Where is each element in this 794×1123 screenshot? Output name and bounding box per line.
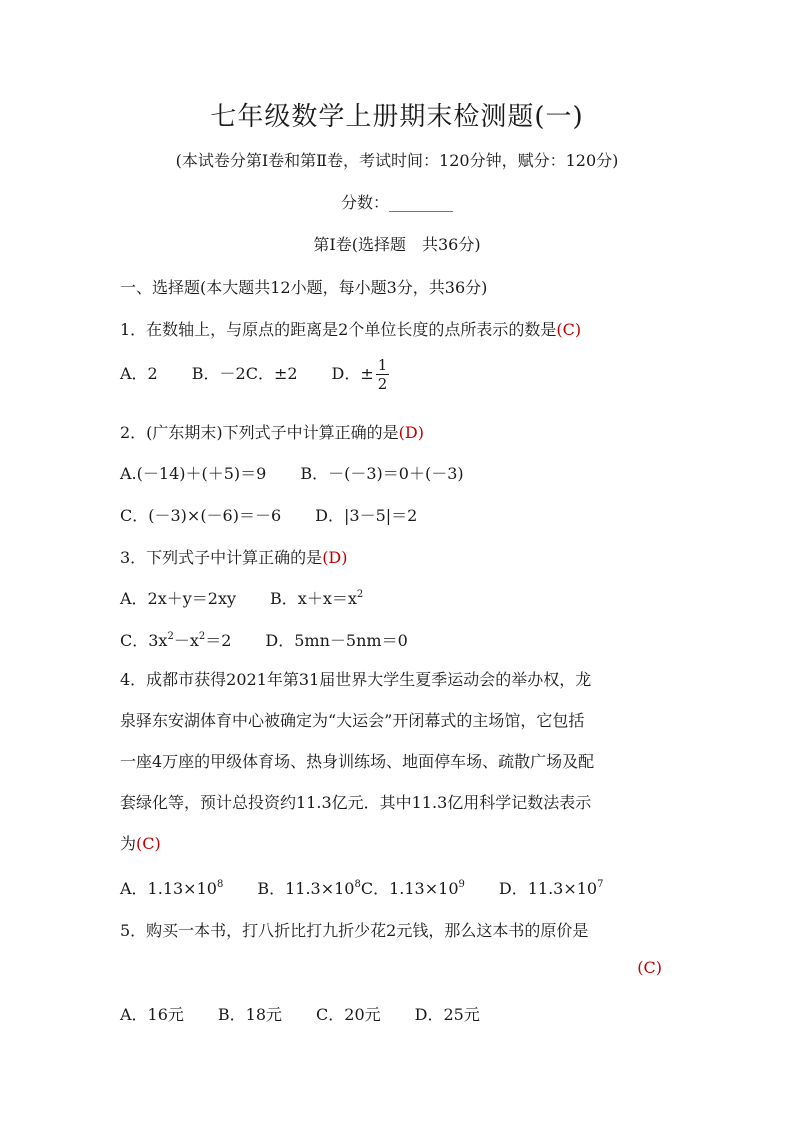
q5-option-a: A．16元 — [120, 1005, 184, 1024]
q2-option-a: A.(－14)＋(＋5)＝9 — [120, 464, 267, 483]
q4-option-b-exponent: 8 — [354, 879, 361, 890]
q5-option-d: D．25元 — [414, 1005, 480, 1024]
exam-title: 七年级数学上册期末检测题(一) — [210, 102, 584, 132]
question-2-answer: (D) — [398, 423, 424, 442]
exam-subtitle: (本试卷分第Ⅰ卷和第Ⅱ卷，考试时间：120分钟，赋分：120分) — [175, 151, 619, 170]
q2-option-d: D．|3－5|＝2 — [315, 506, 418, 525]
q2-option-c: C．(－3)×(－6)＝－6 — [120, 506, 282, 525]
q3-option-c-part1: C．3x — [120, 631, 168, 650]
q5-option-c: C．20元 — [316, 1005, 381, 1024]
question-4-options — [120, 876, 603, 899]
fraction-numerator: 1 — [377, 356, 388, 374]
q4-option-c — [361, 879, 465, 898]
question-2-options-row2 — [120, 503, 417, 526]
question-5-options — [120, 1002, 480, 1025]
q1-option-d-fraction — [376, 356, 390, 393]
q3-option-d: D．5mn－5nm＝0 — [265, 631, 408, 650]
part-title: 第Ⅰ卷(选择题 共36分) — [313, 235, 481, 254]
question-1-options — [120, 356, 389, 393]
q3-option-b-base: B．x＋x＝x — [270, 589, 357, 608]
question-4-stem — [120, 659, 676, 864]
q4-option-d-exponent: 7 — [597, 879, 604, 890]
question-5-answer: (C) — [637, 958, 662, 977]
q4-option-c-base: C．1.13×10 — [360, 879, 459, 898]
question-1-stem — [120, 317, 581, 340]
q4-option-b-base: B．11.3×10 — [257, 879, 355, 898]
question-5-stem: 5．购买一本书，打八折比打九折少花2元钱，那么这本书的原价是 — [120, 921, 589, 940]
q2-option-b: B．－(－3)＝0＋(－3) — [300, 464, 464, 483]
score-field: 分数：________ — [340, 193, 453, 212]
question-3-stem — [120, 545, 348, 568]
question-4-line: 套绿化等，预计总投资约11.3亿元．其中11.3亿用科学记数法表示 — [120, 793, 592, 812]
q1-option-b: B．－2 — [191, 364, 246, 383]
question-2-stem — [120, 420, 424, 443]
q4-option-a-exponent: 8 — [216, 879, 224, 890]
q3-option-c-part2: －x — [173, 631, 199, 650]
q4-option-a-base: A．1.13×10 — [120, 879, 217, 898]
question-4-line: 4．成都市获得2021年第31届世界大学生夏季运动会的举办权，龙 — [120, 670, 592, 689]
question-4-tail: 为 — [120, 834, 137, 853]
q1-option-a: A．2 — [120, 364, 158, 383]
q4-option-b — [257, 879, 361, 898]
q3-option-c-part3: ＝2 — [205, 631, 232, 650]
q4-option-d — [499, 879, 604, 898]
q3-option-a: A．2x＋y＝2xy — [120, 589, 237, 608]
question-3-options-row1 — [120, 586, 363, 609]
question-1-answer: (C) — [556, 320, 582, 339]
question-2-text: 2．(广东期末)下列式子中计算正确的是 — [120, 423, 399, 442]
question-3-answer: (D) — [322, 548, 348, 567]
q3-option-c-exponent1: 2 — [167, 631, 174, 642]
question-3-text: 3．下列式子中计算正确的是 — [120, 548, 323, 567]
q1-option-d: D．± — [331, 364, 374, 383]
q3-option-c — [120, 631, 231, 650]
q1-option-c: C．±2 — [245, 364, 298, 383]
q5-option-b: B．18元 — [217, 1005, 283, 1024]
question-1-text: 1．在数轴上，与原点的距离是2个单位长度的点所表示的数是 — [120, 320, 557, 339]
q4-option-a — [120, 879, 223, 898]
question-2-options-row1 — [120, 461, 464, 484]
question-4-line: 一座4万座的甲级体育场、热身训练场、地面停车场、疏散广场及配 — [120, 752, 595, 771]
q4-option-c-exponent: 9 — [458, 879, 465, 890]
q4-option-d-base: D．11.3×10 — [498, 879, 598, 898]
question-4-line-last — [120, 823, 676, 864]
question-3-options-row2 — [120, 628, 408, 651]
question-4-line: 泉驿东安湖体育中心被确定为“大运会”开闭幕式的主场馆，它包括 — [120, 711, 585, 730]
fraction-denominator: 2 — [377, 375, 388, 393]
question-4-answer: (C) — [136, 834, 161, 853]
q3-option-c-exponent2: 2 — [198, 631, 206, 642]
q3-option-b-exponent: 2 — [356, 589, 364, 600]
q3-option-b — [270, 589, 363, 608]
section-heading: 一、选择题(本大题共12小题，每小题3分，共36分) — [120, 278, 488, 297]
